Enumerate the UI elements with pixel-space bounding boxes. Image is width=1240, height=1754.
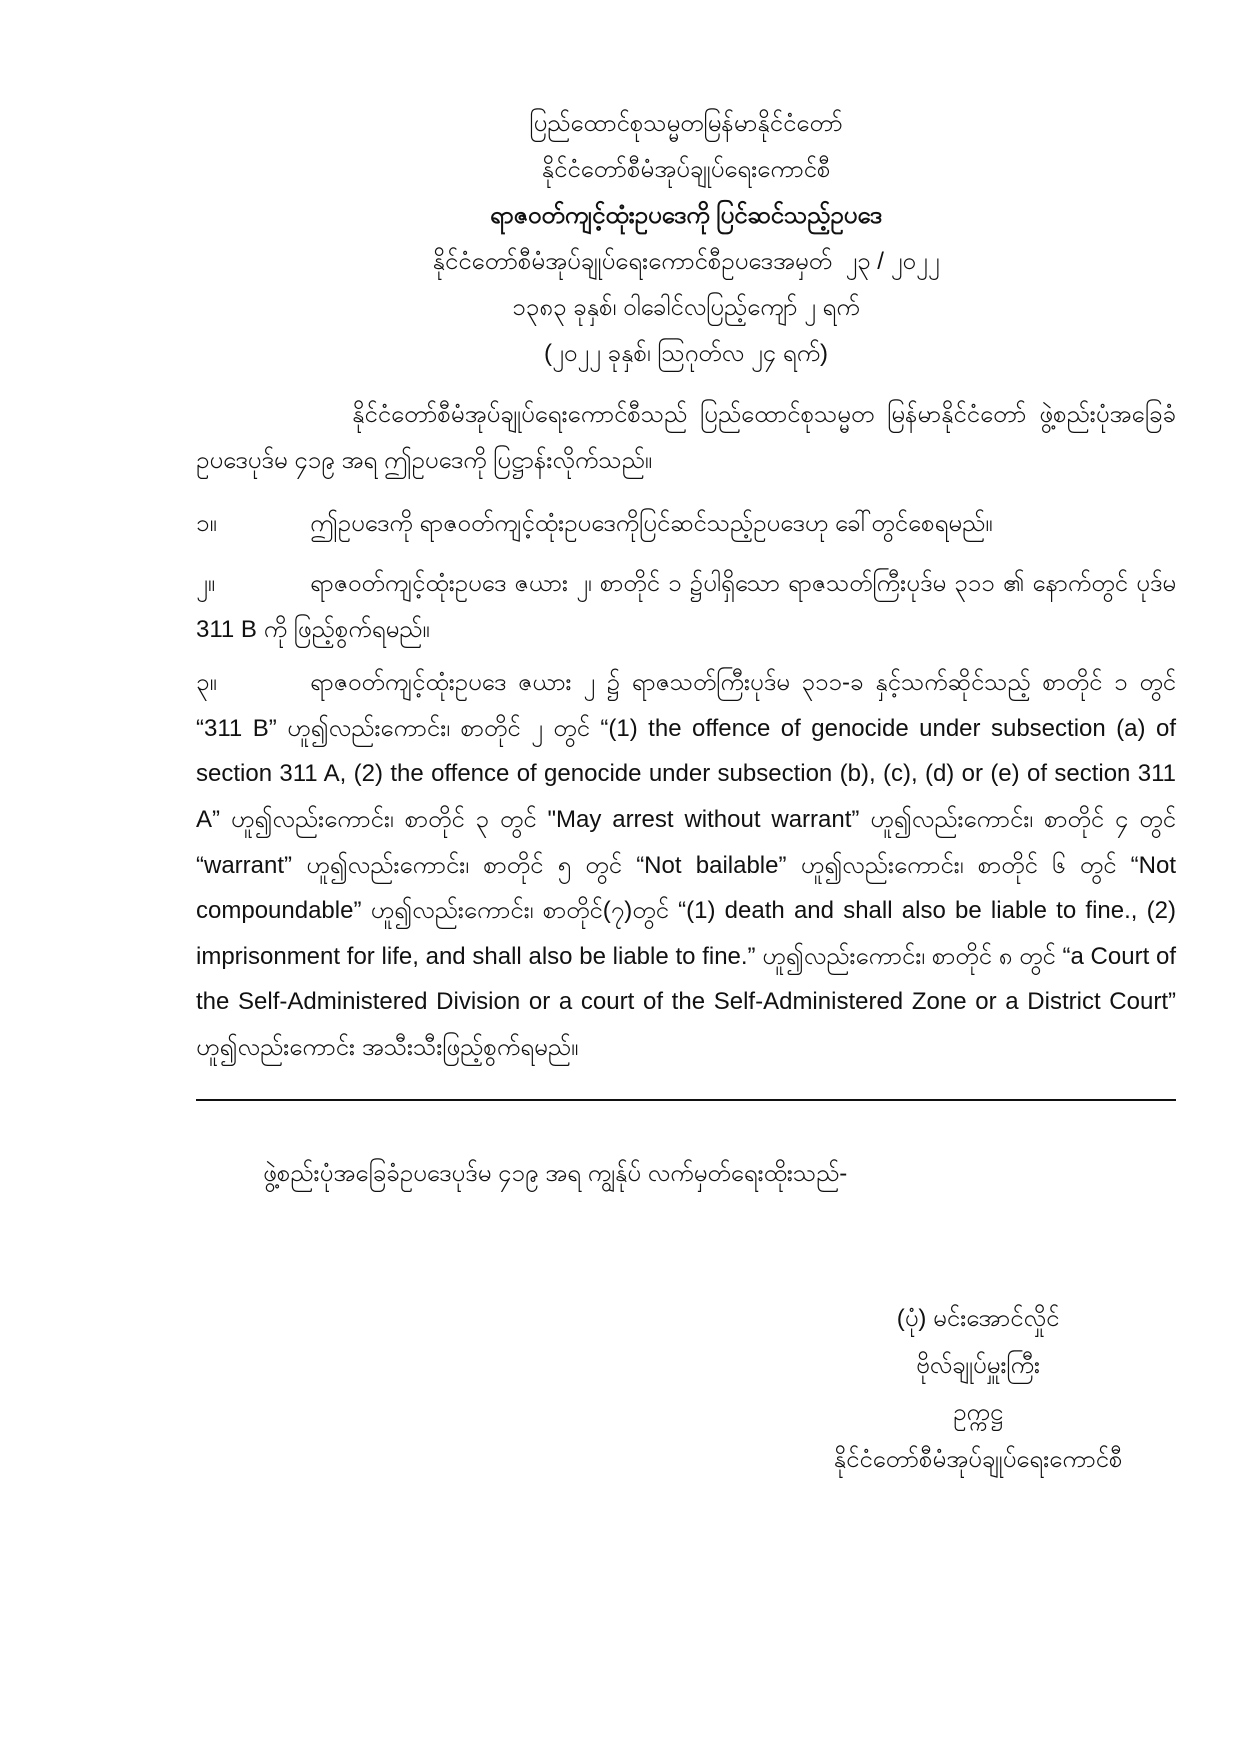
section-text: ရာဇဝတ်ကျင့်ထုံးဥပဒေ ဇယား ၂၊ စာတိုင် ၁ ၌ပါရှိသော ရာဇသတ်ကြီးပုဒ်မ ၃၁၁ ၏ နောက်တွင် ပုဒ်မ 311 B ကို ဖြည့်စွက်ရမည်။ <box>196 570 1176 643</box>
signatory-name: (ပုံ) မင်းအောင်လှိုင် <box>896 1304 1060 1332</box>
section-number: ၃။ <box>196 669 217 697</box>
header-country: ပြည်ထောင်စုသမ္မတမြန်မာနိုင်ငံတော် <box>529 110 843 137</box>
signature-statement: ဖွဲ့စည်းပုံအခြေခံဥပဒေပုဒ်မ ၄၁၉ အရ ကျွန်ုပ် လက်မှတ်ရေးထိုးသည်- <box>263 1159 848 1187</box>
law-title: ရာဇဝတ်ကျင့်ထုံးဥပဒေကို ပြင်ဆင်သည့်ဥပဒေ <box>490 202 882 229</box>
signatory-position: ဥက္ကဋ္ဌ <box>953 1398 1003 1426</box>
horizontal-divider <box>196 1099 1176 1101</box>
document-header <box>196 101 1176 377</box>
section-number: ၂။ <box>196 570 216 597</box>
law-number: နိုင်ငံတော်စီမံအုပ်ချုပ်ရေးကောင်စီဥပဒေအမှတ် ၂၃ / ၂၀၂၂ <box>432 248 940 275</box>
gregorian-date: (၂၀၂၂ ခုနှစ်၊ ဩဂုတ်လ ၂၄ ရက်) <box>543 340 829 367</box>
myanmar-date: ၁၃၈၃ ခုနှစ်၊ ဝါခေါင်လပြည့်ကျော် ၂ ရက် <box>512 294 860 321</box>
signatory-rank: ဗိုလ်ချုပ်မှူးကြီး <box>915 1351 1041 1379</box>
section-3 <box>196 660 1176 1070</box>
header-council: နိုင်ငံတော်စီမံအုပ်ချုပ်ရေးကောင်စီ <box>541 156 831 183</box>
document-content <box>196 101 1176 1483</box>
section-text: ဤဥပဒေကို ရာဇဝတ်ကျင့်ထုံးဥပဒေကိုပြင်ဆင်သည့်ဥပဒေဟု ခေါ်တွင်စေရမည်။ <box>310 510 993 537</box>
section-number: ၁။ <box>196 510 217 537</box>
signature-block <box>768 1295 1188 1483</box>
section-text: ရာဇဝတ်ကျင့်ထုံးဥပဒေ ဇယား ၂ ၌ ရာဇသတ်ကြီးပုဒ်မ ၃၁၁-ခ နှင့်သက်ဆိုင်သည့် စာတိုင် ၁ တွင် “311 B” ဟူ၍လည်းကောင်း၊ စာတိုင် ၂ တွင် “(1) the offence of genocide under subsection (a) of section 311 A, (2) the offence of genocide under subsection (b), (c), (d) or (e) of section 311 A” ဟူ၍လည်းကောင်း၊ စာတိုင် ၃ တွင် "May arrest without warrant” ဟူ၍လည်းကောင်း၊ စာတိုင် ၄ တွင် “warrant” ဟူ၍လည်းကောင်း၊ စာတိုင် ၅ တွင် “Not bailable” ဟူ၍လည်းကောင်း၊ စာတိုင် ၆ တွင် “Not compoundable” ဟူ၍လည်းကောင်း၊ စာတိုင်(၇)တွင် “(1) death and shall also be liable to fine., (2) imprisonment for life, and shall also be liable to fine.” ဟူ၍လည်းကောင်း၊ စာတိုင် ၈ တွင် “a Court of the Self-Administered Division or a court of the Self-Administered Zone or a District Court” ဟူ၍လည်းကောင်း အသီးသီးဖြည့်စွက်ရမည်။ <box>196 669 1176 1061</box>
preamble-paragraph: နိုင်ငံတော်စီမံအုပ်ချုပ်ရေးကောင်စီသည် ပြည်ထောင်စုသမ္မတ မြန်မာနိုင်ငံတော် ဖွဲ့စည်းပုံအခြေခံဥပဒေပုဒ်မ ၄၁၉ အရ ဤဥပဒေကို ပြဋ္ဌာန်းလိုက်သည်။ <box>196 401 1176 474</box>
section-1 <box>196 501 1176 547</box>
section-2 <box>196 561 1176 652</box>
signatory-body: နိုင်ငံတော်စီမံအုပ်ချုပ်ရေးကောင်စီ <box>833 1445 1123 1473</box>
